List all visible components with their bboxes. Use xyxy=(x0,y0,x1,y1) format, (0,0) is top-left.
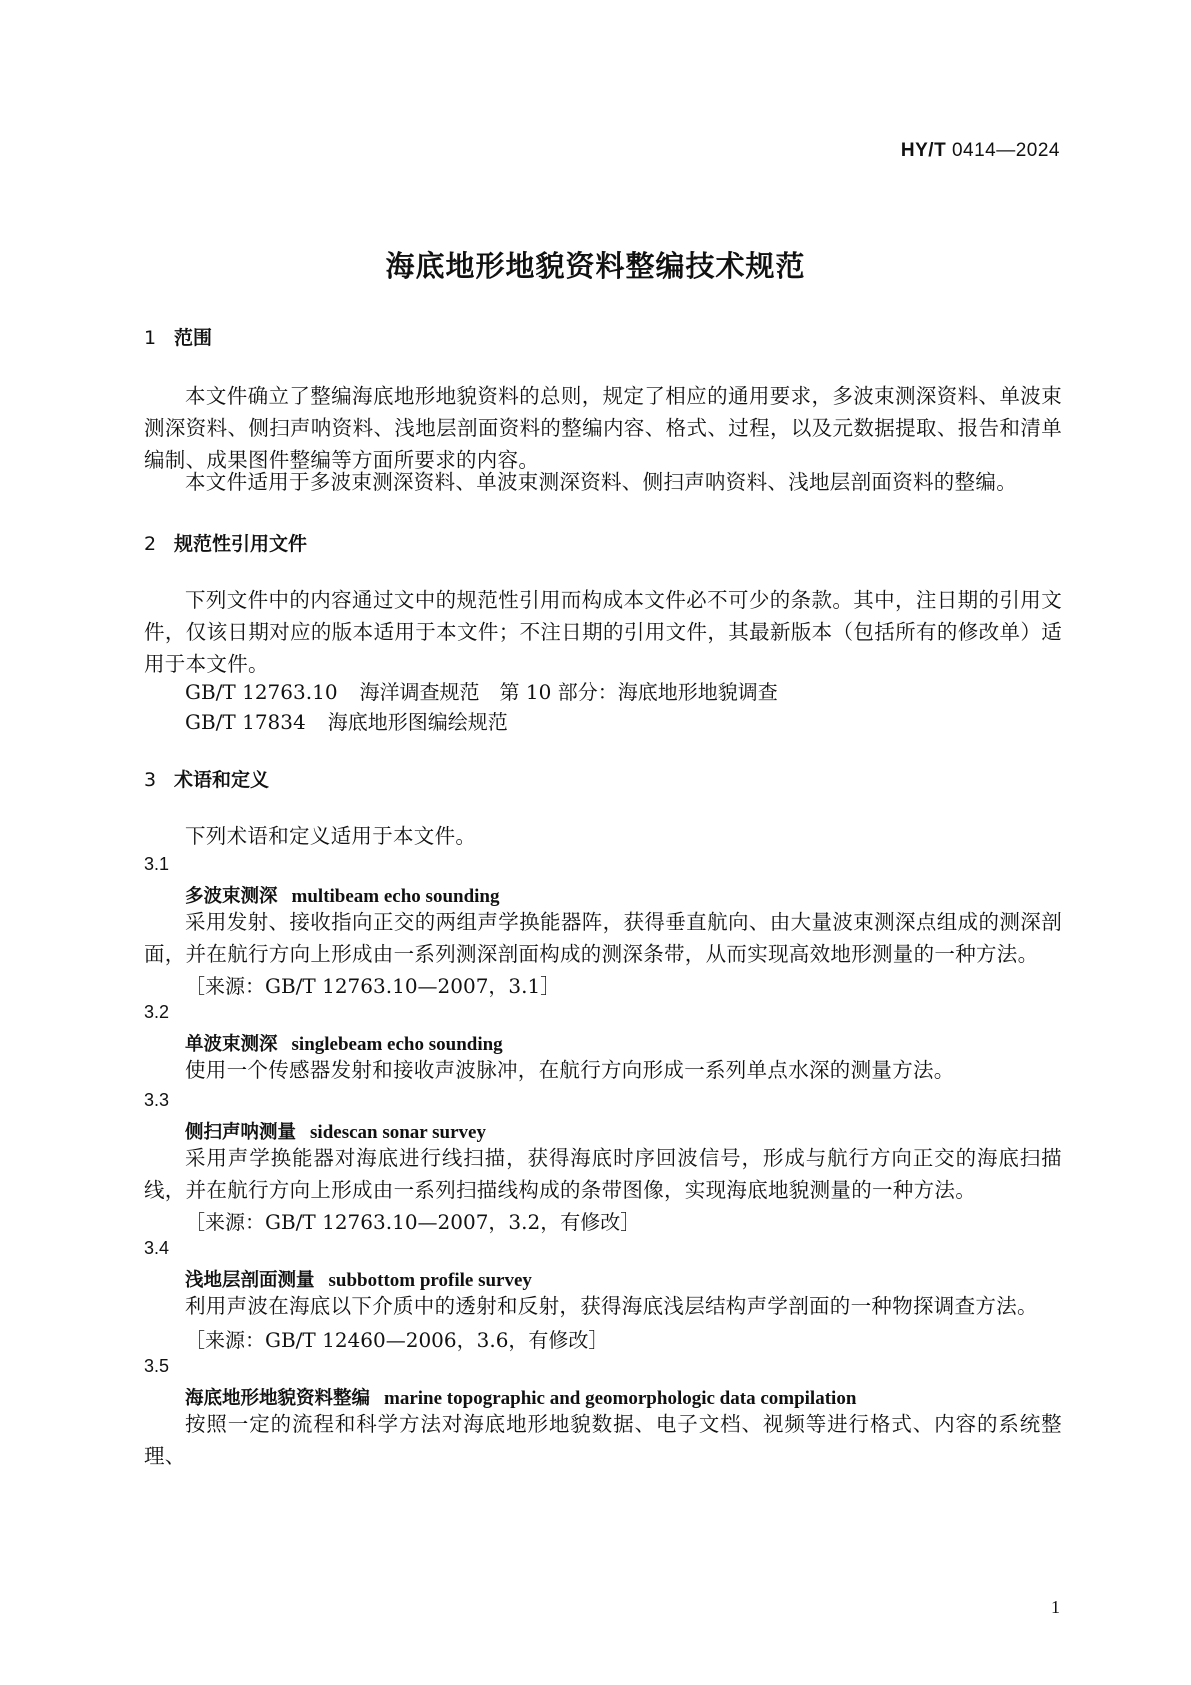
term-number: 3.1 xyxy=(144,854,170,874)
normative-reference: GB/T 12763.10 海洋调查规范 第 10 部分：海底地形地貌调查 xyxy=(185,680,778,704)
term-definition: 采用声学换能器对海底进行线扫描，获得海底时序回波信号，形成与航行方向正交的海底扫描线，并在航行方向上形成由一系列扫描线构成的条带图像，实现海底地貌测量的一种方法。 xyxy=(144,1146,1062,1202)
document-title: 海底地形地貌资料整编技术规范 xyxy=(385,249,806,283)
term-definition: 按照一定的流程和科学方法对海底地形地貌数据、电子文档、视频等进行格式、内容的系统整理、 xyxy=(144,1412,1062,1468)
section-3-heading: 3 术语和定义 xyxy=(144,769,270,791)
term-heading: 侧扫声呐测量 sidescan sonar survey xyxy=(185,1122,486,1143)
term-number: 3.4 xyxy=(144,1238,170,1258)
term-definition: 利用声波在海底以下介质中的透射和反射，获得海底浅层结构声学剖面的一种物探调查方法。 xyxy=(185,1294,1038,1318)
term-number: 3.3 xyxy=(144,1090,170,1110)
section-1-paragraph-2: 本文件适用于多波束测深资料、单波束测深资料、侧扫声呐资料、浅地层剖面资料的整编。 xyxy=(185,470,1017,494)
standard-number: HY/T 0414—2024 xyxy=(900,140,1060,161)
section-2-paragraph-1: 下列文件中的内容通过文中的规范性引用而构成本文件必不可少的条款。其中，注日期的引用文件，仅该日期对应的版本适用于本文件；不注日期的引用文件，其最新版本（包括所有的修改单）适用于本文件。 xyxy=(144,588,1062,676)
term-source: ［来源：GB/T 12763.10—2007，3.1］ xyxy=(185,974,561,998)
term-definition: 采用发射、接收指向正交的两组声学换能器阵，获得垂直航向、由大量波束测深点组成的测深剖面，并在航行方向上形成由一系列测深剖面构成的测深条带，从而实现高效地形测量的一种方法。 xyxy=(144,910,1062,966)
term-heading: 多波束测深 multibeam echo sounding xyxy=(185,886,500,907)
normative-reference: GB/T 17834 海底地形图编绘规范 xyxy=(185,710,508,734)
term-source: ［来源：GB/T 12763.10—2007，3.2，有修改］ xyxy=(185,1210,641,1234)
section-3-intro: 下列术语和定义适用于本文件。 xyxy=(185,824,477,848)
section-1-heading: 1 范围 xyxy=(144,327,213,349)
term-number: 3.5 xyxy=(144,1356,170,1376)
term-source: ［来源：GB/T 12460—2006，3.6，有修改］ xyxy=(185,1328,609,1352)
page-number: 1 xyxy=(1051,1597,1060,1617)
term-definition: 使用一个传感器发射和接收声波脉冲，在航行方向形成一系列单点水深的测量方法。 xyxy=(185,1058,955,1082)
term-number: 3.2 xyxy=(144,1002,170,1022)
term-heading: 海底地形地貌资料整编 marine topographic and geomorphologic data compilation xyxy=(185,1388,857,1409)
section-1-paragraph-1: 本文件确立了整编海底地形地貌资料的总则，规定了相应的通用要求，多波束测深资料、单波束测深资料、侧扫声呐资料、浅地层剖面资料的整编内容、格式、过程，以及元数据提取、报告和清单编制、成果图件整编等方面所要求的内容。 xyxy=(144,384,1062,472)
term-heading: 单波束测深 singlebeam echo sounding xyxy=(185,1034,503,1055)
term-heading: 浅地层剖面测量 subbottom profile survey xyxy=(185,1270,532,1291)
section-2-heading: 2 规范性引用文件 xyxy=(144,533,308,555)
